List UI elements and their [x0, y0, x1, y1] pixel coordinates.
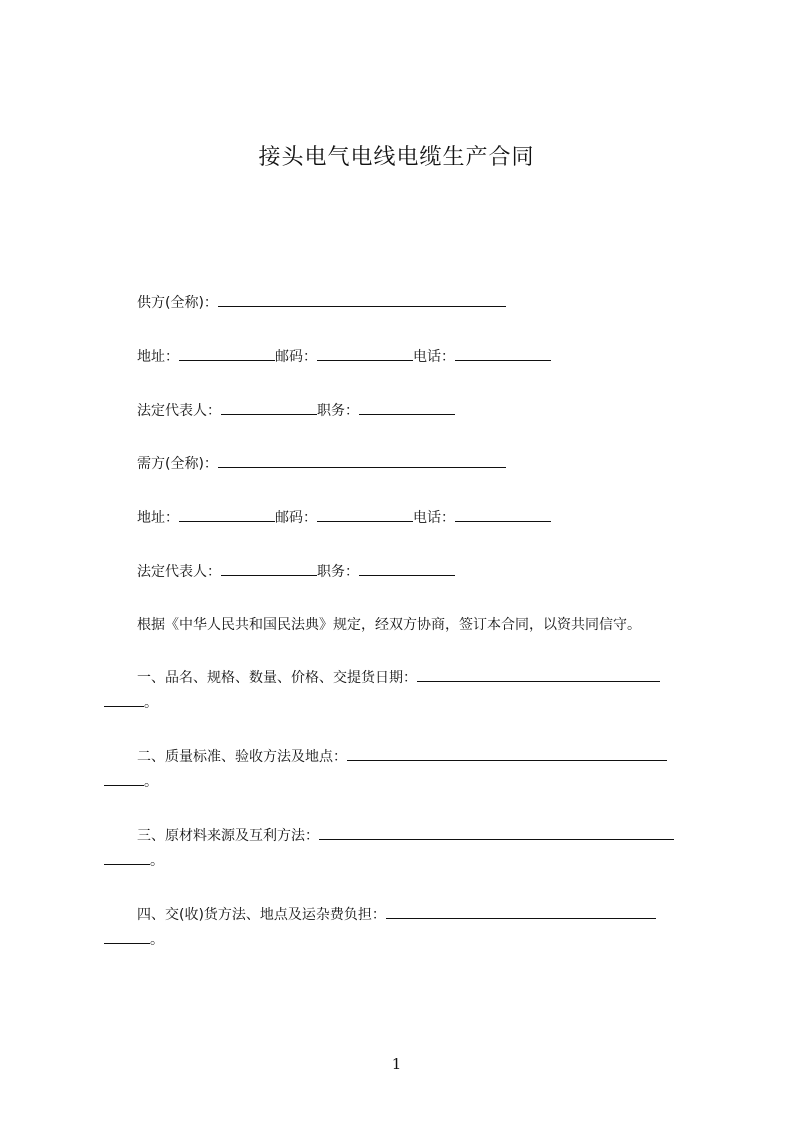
buyer-address-label: 地址：	[137, 510, 179, 526]
supplier-rep-row	[137, 400, 455, 420]
buyer-postcode-label: 邮码：	[275, 510, 317, 526]
clause-3-end: 。	[150, 853, 164, 869]
clause-1-blank[interactable]	[417, 667, 660, 682]
buyer-phone-blank[interactable]	[455, 507, 551, 522]
buyer-phone-label: 电话：	[413, 510, 455, 526]
clause-2-blank[interactable]	[347, 746, 667, 761]
clause-2-label: 二、质量标准、验收方法及地点：	[137, 749, 347, 765]
buyer-name-label: 需方(全称)：	[137, 456, 218, 472]
clause-1-end: 。	[144, 695, 158, 711]
supplier-name-label: 供方(全称)：	[137, 295, 218, 311]
clause-2-blank-cont[interactable]	[104, 771, 144, 786]
buyer-address-blank[interactable]	[179, 507, 275, 522]
buyer-address-row	[137, 507, 551, 527]
buyer-rep-label: 法定代表人：	[137, 564, 221, 580]
buyer-rep-blank[interactable]	[221, 561, 317, 576]
clause-2	[104, 745, 702, 795]
document-title: 接头电气电线电缆生产合同	[258, 145, 535, 170]
buyer-name-blank[interactable]	[218, 453, 506, 468]
clause-4-blank-cont[interactable]	[104, 929, 150, 944]
clause-4-end: 。	[150, 932, 164, 948]
supplier-postcode-blank[interactable]	[317, 346, 413, 361]
supplier-phone-blank[interactable]	[455, 346, 551, 361]
buyer-rep-row	[137, 561, 455, 581]
supplier-name-blank[interactable]	[218, 292, 506, 307]
clause-4	[104, 903, 702, 953]
supplier-name-row	[137, 292, 506, 312]
clause-3-label: 三、原材料来源及互利方法：	[137, 828, 319, 844]
buyer-position-blank[interactable]	[359, 561, 455, 576]
clause-1	[104, 666, 702, 716]
supplier-postcode-label: 邮码：	[275, 349, 317, 365]
clause-3-blank[interactable]	[319, 825, 674, 840]
supplier-phone-label: 电话：	[413, 349, 455, 365]
clause-3	[104, 824, 702, 874]
supplier-address-row	[137, 346, 551, 366]
supplier-position-blank[interactable]	[359, 400, 455, 415]
clause-2-end: 。	[144, 774, 158, 790]
supplier-rep-blank[interactable]	[221, 400, 317, 415]
page-number: 1	[391, 1055, 402, 1073]
clause-1-label: 一、品名、规格、数量、价格、交提货日期：	[137, 670, 417, 686]
intro-paragraph: 根据《中华人民共和国民法典》规定，经双方协商，签订本合同，以资共同信守。	[137, 617, 641, 633]
clause-1-blank-cont[interactable]	[104, 692, 144, 707]
supplier-rep-label: 法定代表人：	[137, 403, 221, 419]
buyer-position-label: 职务：	[317, 564, 359, 580]
clause-4-label: 四、交(收)货方法、地点及运杂费负担：	[137, 907, 386, 923]
buyer-postcode-blank[interactable]	[317, 507, 413, 522]
clause-4-blank[interactable]	[386, 904, 656, 919]
supplier-address-label: 地址：	[137, 349, 179, 365]
clause-3-blank-cont[interactable]	[104, 850, 150, 865]
supplier-address-blank[interactable]	[179, 346, 275, 361]
buyer-name-row	[137, 453, 506, 473]
supplier-position-label: 职务：	[317, 403, 359, 419]
